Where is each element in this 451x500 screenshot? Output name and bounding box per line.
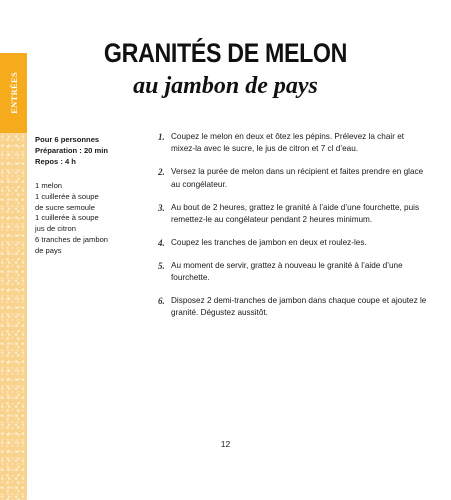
recipe-step <box>158 295 428 320</box>
step-number: 2. <box>158 167 165 178</box>
step-number: 3. <box>158 202 165 213</box>
rest-time: Repos : 4 h <box>35 156 76 166</box>
servings: Pour 6 personnes <box>35 135 100 144</box>
step-number: 1. <box>158 132 165 142</box>
step-text: Coupez le melon en deux et ôtez les pépins. Prélevez la chair et mixez-la avec le sucre, le jus de citron et 7 cl d’eau. <box>171 132 405 154</box>
ingredient-line: 1 cuillerée à soupe <box>35 213 99 223</box>
step-number: 5. <box>158 260 165 271</box>
preparation-time: Préparation : 20 min <box>35 145 109 155</box>
recipe-step <box>158 260 428 285</box>
ingredient-line: jus de citron <box>35 224 76 234</box>
recipe-step <box>158 166 428 191</box>
recipe-subtitle: au jambon de pays <box>133 73 318 99</box>
step-text: Coupez les tranches de jambon en deux et roulez-les. <box>171 237 367 247</box>
recipe-step <box>158 237 428 249</box>
recipe-step <box>158 131 428 156</box>
step-text: Versez la purée de melon dans un récipient et faites prendre en glace au congélateur. <box>171 167 424 189</box>
section-tab-label: ENTRÉES <box>8 72 19 114</box>
page-number: 12 <box>220 439 231 449</box>
step-number: 6. <box>158 296 165 307</box>
ingredient-line: 1 cuillerée à soupe <box>35 191 99 201</box>
ingredient-line: de pays <box>35 245 62 255</box>
step-text: Disposez 2 demi-tranches de jambon dans chaque coupe et ajoutez le granité. Dégustez aussitôt. <box>171 296 427 318</box>
step-number: 4. <box>158 237 165 248</box>
step-text: Au bout de 2 heures, grattez le granité à l’aide d’une fourchette, puis remettez-le au congélateur pendant 2 heures minimum. <box>171 202 420 224</box>
ingredient-line: de sucre semoule <box>35 202 95 212</box>
ingredient-line: 6 tranches de jambon <box>35 234 109 244</box>
recipe-steps <box>158 131 428 330</box>
recipe-title: GRANITÉS DE MELON <box>103 38 348 68</box>
recipe-step <box>158 202 428 227</box>
recipe-meta <box>35 135 145 167</box>
step-text: Au moment de servir, grattez à nouveau le granité à l’aide d’une fourchette. <box>171 260 403 283</box>
ingredient-line: 1 melon <box>35 181 63 190</box>
ingredient-list <box>35 181 145 257</box>
